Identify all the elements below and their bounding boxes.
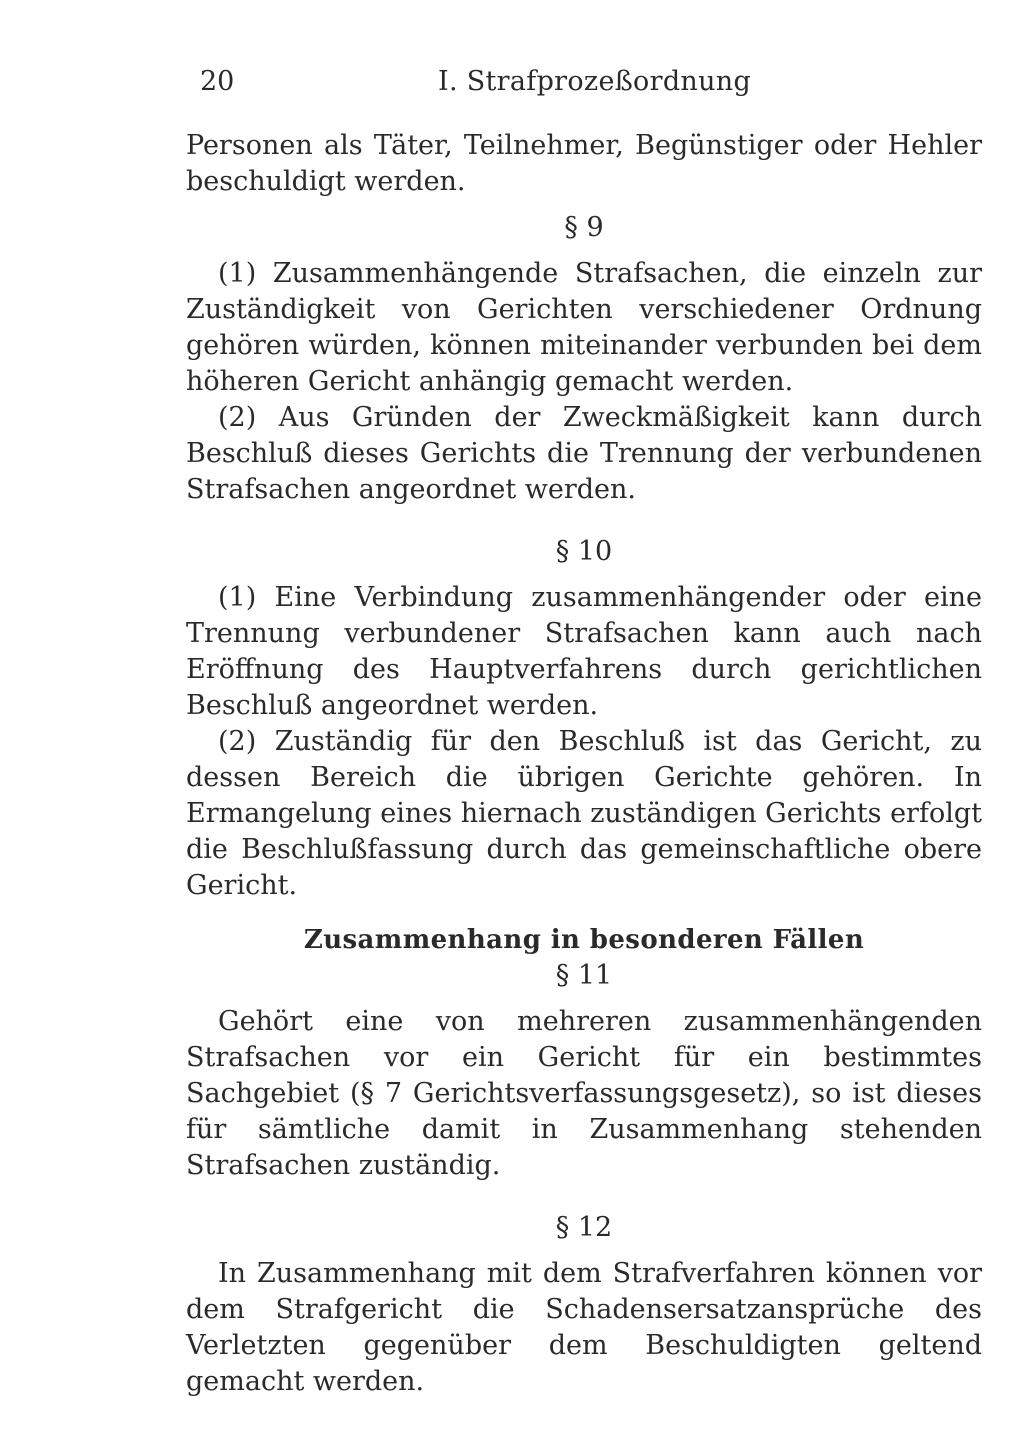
section-12-paragraph: In Zusammenhang mit dem Strafverfahren können vor dem Strafgericht die Schadensersatzansprüche des Verletzten gegenüber dem Beschuldigten geltend gemacht werden. [186,1258,982,1397]
section-title-10: § 10 [555,536,613,567]
intro-paragraph: Personen als Täter, Teilnehmer, Begünstiger oder Hehler beschuldigt werden. [186,130,982,197]
section-9-paragraph-2: (2) Aus Gründen der Zweckmäßigkeit kann durch Beschluß dieses Gerichts die Trennung der verbundenen Strafsachen angeordnet werden. [186,402,982,505]
subheading-special-cases: Zusammenhang in besonderen Fällen [303,925,865,955]
page-number: 20 [200,66,235,97]
running-title: I. Strafprozeßordnung [438,66,752,97]
page-body [186,128,982,1400]
section-title-11: § 11 [555,960,613,991]
section-9-paragraph-1: (1) Zusammenhängende Strafsachen, die einzeln zur Zuständigkeit von Gerichten verschiedener Ordnung gehören würden, können miteinander verbunden bei dem höheren Gericht anhängig gemacht werden. [186,258,982,397]
section-10-paragraph-2: (2) Zuständig für den Beschluß ist das Gericht, zu dessen Bereich die übrigen Gerichte gehören. In Ermangelung eines hiernach zuständigen Gerichts erfolgt die Beschlußfassung durch das gemeinschaftliche obere Gericht. [186,726,982,901]
section-11-paragraph: Gehört eine von mehreren zusammenhängenden Strafsachen vor ein Gericht für ein bestimmtes Sachgebiet (§ 7 Gerichtsverfassungsgesetz), so ist dieses für sämtliche damit in Zusammenhang stehenden Strafsachen zuständig. [186,1006,982,1181]
page-header [200,66,760,106]
section-title-9: § 9 [564,212,604,243]
section-title-12: § 12 [555,1212,613,1243]
section-10-paragraph-1: (1) Eine Verbindung zusammenhängender oder eine Trennung verbundener Strafsachen kann auch nach Eröffnung des Hauptverfahrens durch gerichtlichen Beschluß angeordnet werden. [186,582,982,721]
